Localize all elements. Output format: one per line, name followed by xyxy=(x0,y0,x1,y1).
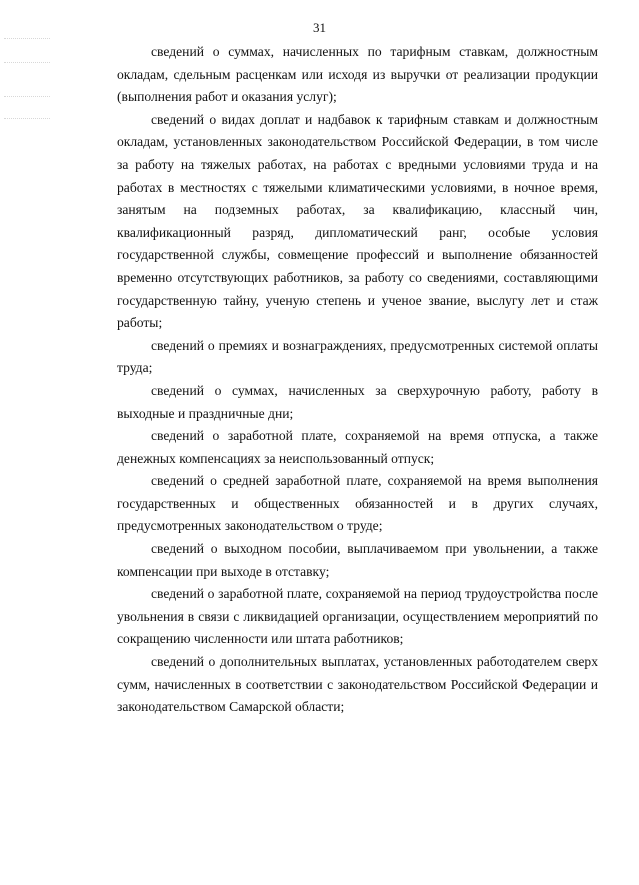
document-body xyxy=(117,41,598,719)
scan-artifact xyxy=(4,62,50,64)
paragraph: сведений о выходном пособии, выплачиваемом при увольнении, а также компенсации при выходе в отставку; xyxy=(117,541,598,579)
paragraph: сведений о видах доплат и надбавок к тарифным ставкам и должностным окладам, установленных законодательством Российской Федерации, в том числе за работу на тяжелых работах, на работах с вредными условиями труда и на работах в местностях с тяжелыми климатическими условиями, в ночное время, занятым на подземных работах, за квалификацию, классный чин, квалификационный разряд, дипломатический ранг, особые условия государственной службы, совмещение профессий и выполнение обязанностей временно отсутствующих работников, за работу со сведениями, составляющими государственную тайну, ученую степень и ученое звание, выслугу лет и стаж работы; xyxy=(117,111,598,331)
page-number: 31 xyxy=(313,20,326,35)
paragraph: сведений о суммах, начисленных за сверхурочную работу, работу в выходные и праздничные дни; xyxy=(117,382,598,421)
scan-artifact xyxy=(4,38,50,40)
scan-artifact xyxy=(4,118,50,120)
paragraph: сведений о заработной плате, сохраняемой на период трудоустройства после увольнения в связи с ликвидацией организации, осуществлением мероприятий по сокращению численности или штата работников; xyxy=(117,586,598,647)
paragraph: сведений о дополнительных выплатах, установленных работодателем сверх сумм, начисленных в соответствии с законодательством Российской Федерации и законодательством Самарской области; xyxy=(117,654,598,715)
paragraph: сведений о суммах, начисленных по тарифным ставкам, должностным окладам, сдельным расценкам или исходя из выручки от реализации продукции (выполнения работ и оказания услуг); xyxy=(117,44,598,105)
scan-artifact xyxy=(4,96,50,98)
paragraph: сведений о средней заработной плате, сохраняемой на время выполнения государственных и общественных обязанностей и в других случаях, предусмотренных законодательством о труде; xyxy=(117,473,598,534)
paragraph: сведений о заработной плате, сохраняемой на время отпуска, а также денежных компенсациях за неиспользованный отпуск; xyxy=(117,428,598,466)
paragraph: сведений о премиях и вознаграждениях, предусмотренных системой оплаты труда; xyxy=(117,337,598,376)
